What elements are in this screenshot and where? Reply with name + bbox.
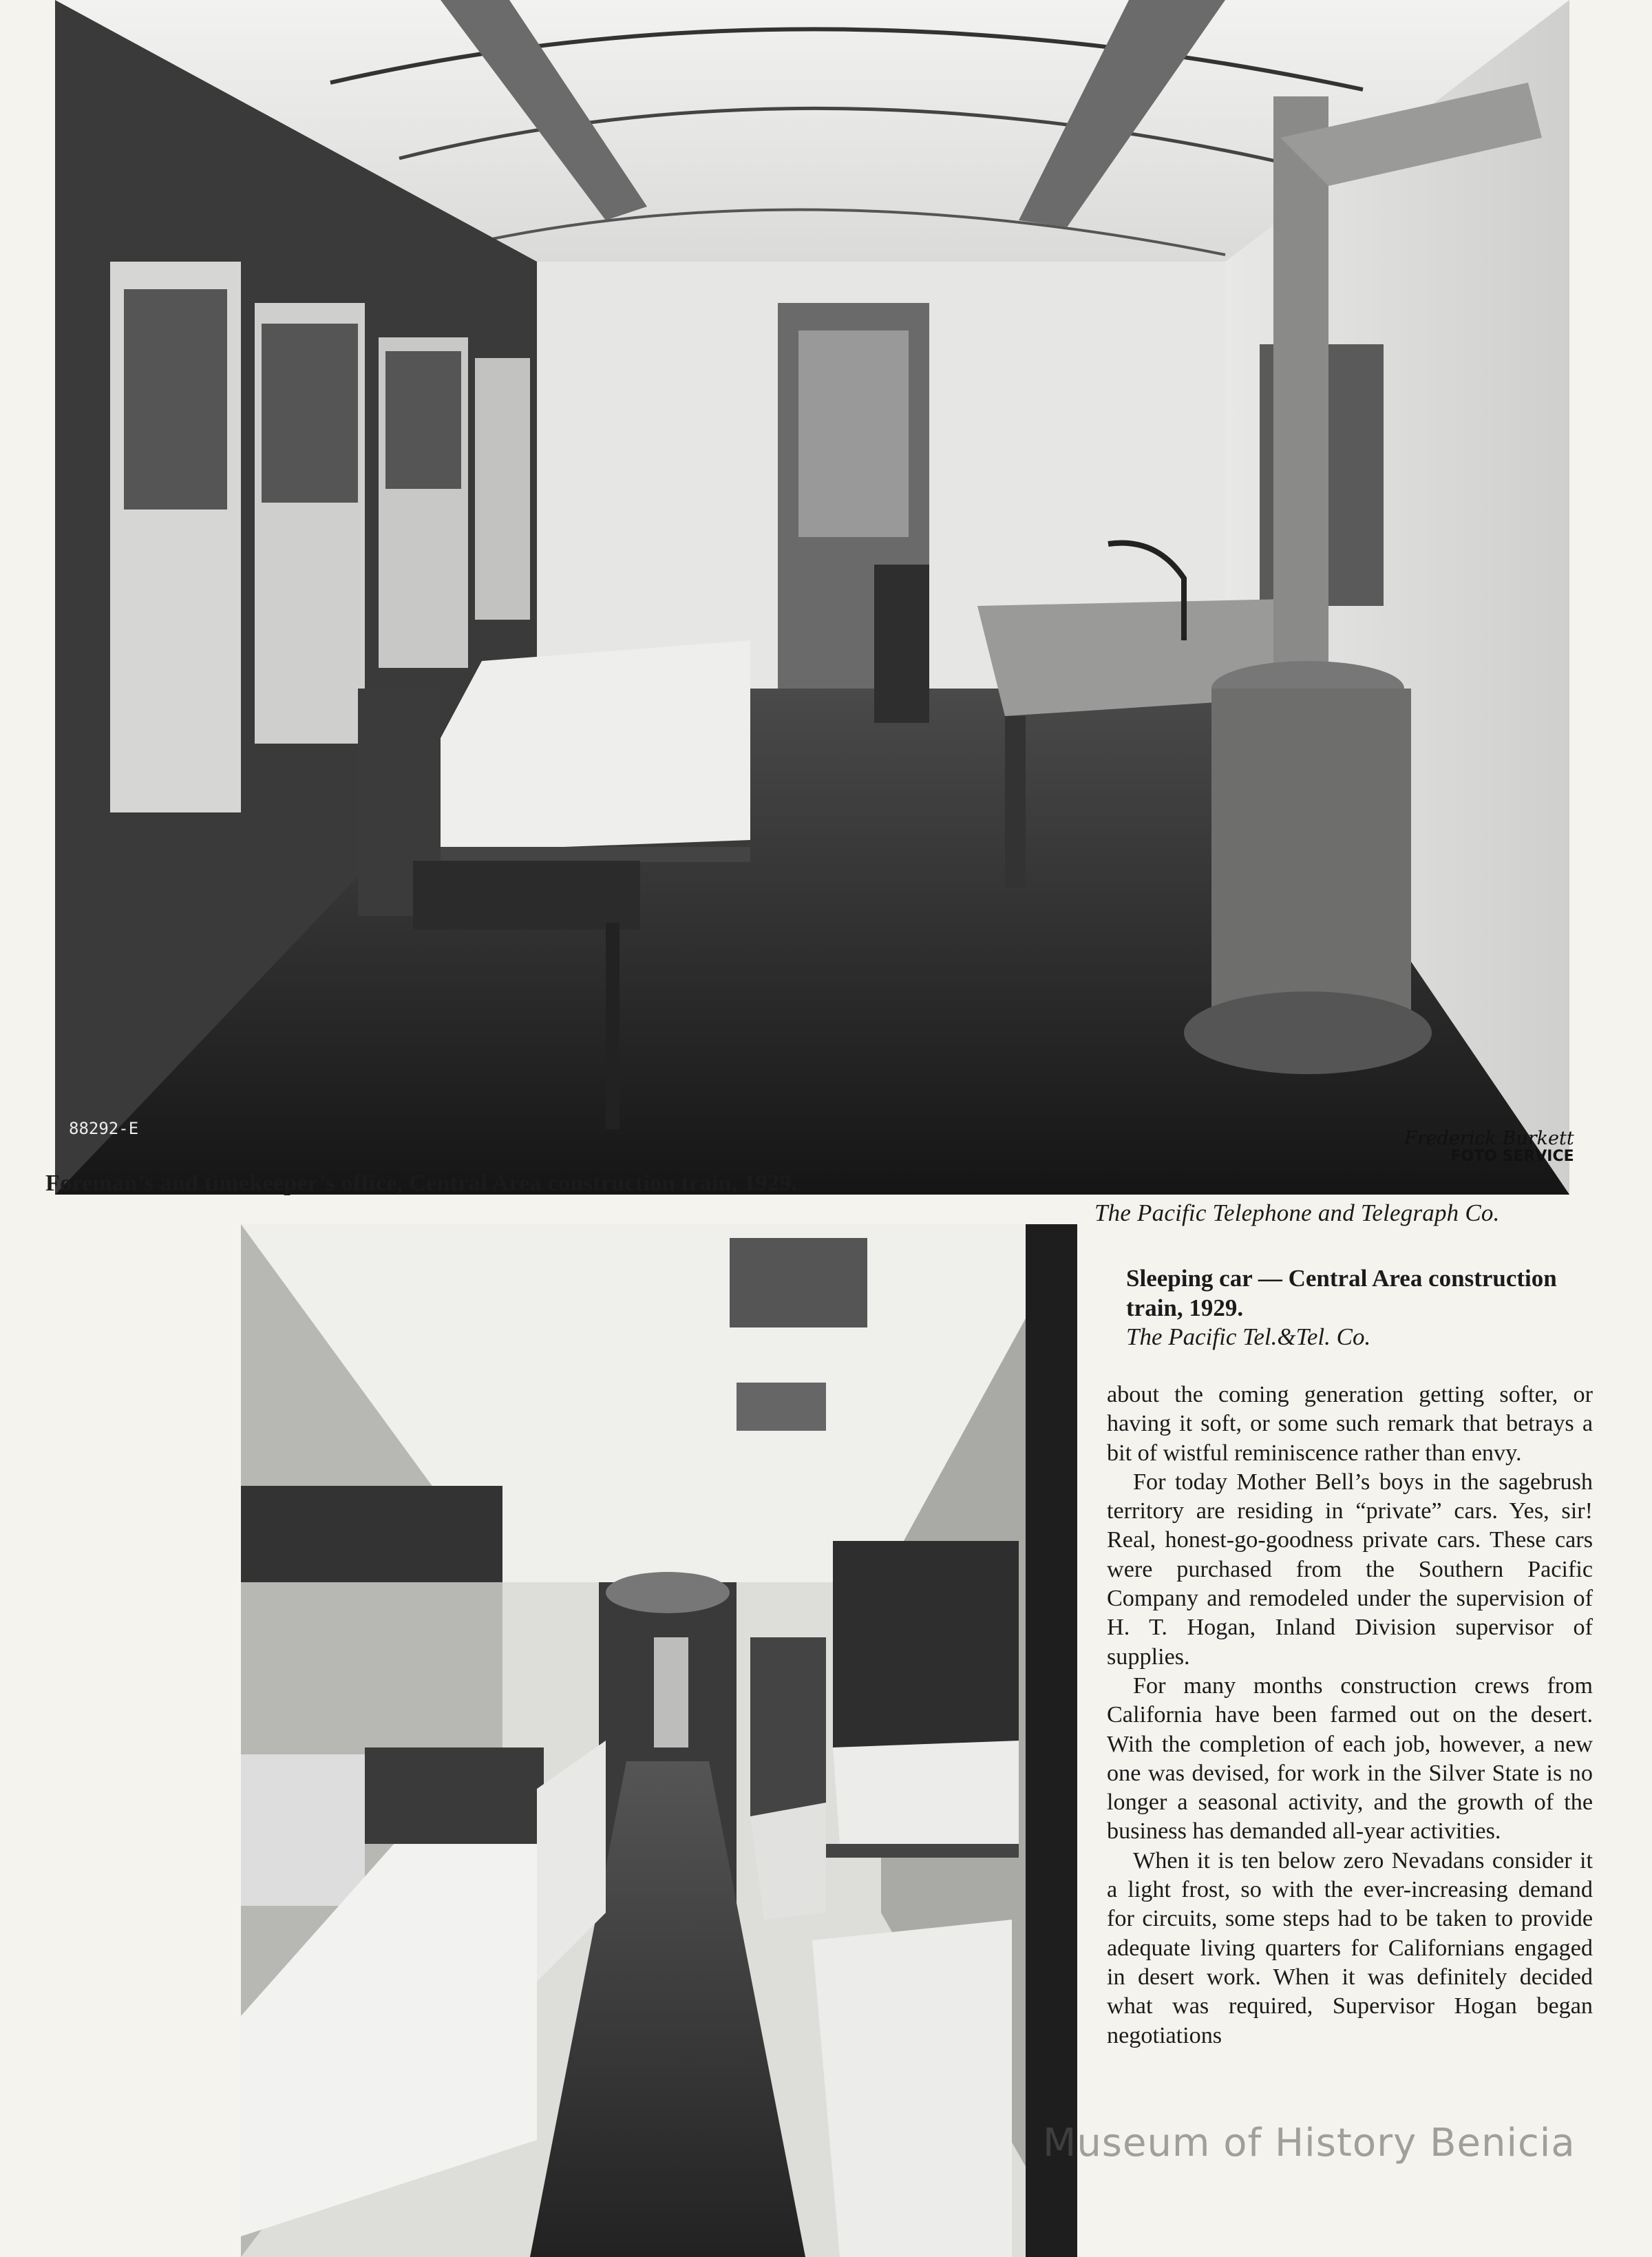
article-paragraph: For today Mother Bell’s boys in the sagebrush territory are residing in “private” cars. Yes, sir! Real, honest-go-goodness private cars. These cars were purchased from the Southern Pacific Company and remodeled under the supervision of H. T. Hogan, Inland Division supervisor of supplies.	[1107, 1469, 1593, 1670]
bottom-photo-caption-title: Sleeping car — Central Area construction train, 1929.	[1126, 1265, 1557, 1321]
bottom-photo	[241, 1224, 1077, 2257]
stamp-signature: Frederick Burkett	[1404, 1128, 1574, 1149]
top-photo	[55, 0, 1569, 1195]
watermark: Museum of History Benicia	[1043, 2121, 1576, 2165]
article-text	[1107, 1381, 1593, 2050]
article-paragraph: When it is ten below zero Nevadans consider it a light frost, so with the ever-increasing demand for circuits, some steps had to be taken to provide adequate living quarters for Californians engaged in desert work. When it was definitely decided what was required, Supervisor Hogan began negotiations	[1107, 1847, 1593, 2048]
bottom-photo-caption-credit: The Pacific Tel.&Tel. Co.	[1126, 1323, 1371, 1351]
article-paragraph: about the coming generation getting softer, or having it soft, or some such remark that betrays a bit of wistful reminiscence rather than envy.	[1107, 1382, 1593, 1466]
top-photo-caption: Foreman’s and timekeeper’s office, Central Area construction train, 1929.	[45, 1171, 798, 1196]
stamp-text: FOTO SERVICE	[1450, 1148, 1574, 1166]
article-paragraph: For many months construction crews from California have been farmed out on the desert. With the completion of each job, however, a new one was devised, for work in the Silver State is no longer a seasonal activity, and the growth of the business has demanded all-year activities.	[1107, 1672, 1593, 1845]
top-photo-credit: The Pacific Telephone and Telegraph Co.	[1094, 1199, 1500, 1226]
photo-number: 88292-E	[69, 1119, 139, 1138]
bottom-photo-caption	[1126, 1264, 1574, 1352]
foto-service-stamp	[1404, 1129, 1574, 1164]
